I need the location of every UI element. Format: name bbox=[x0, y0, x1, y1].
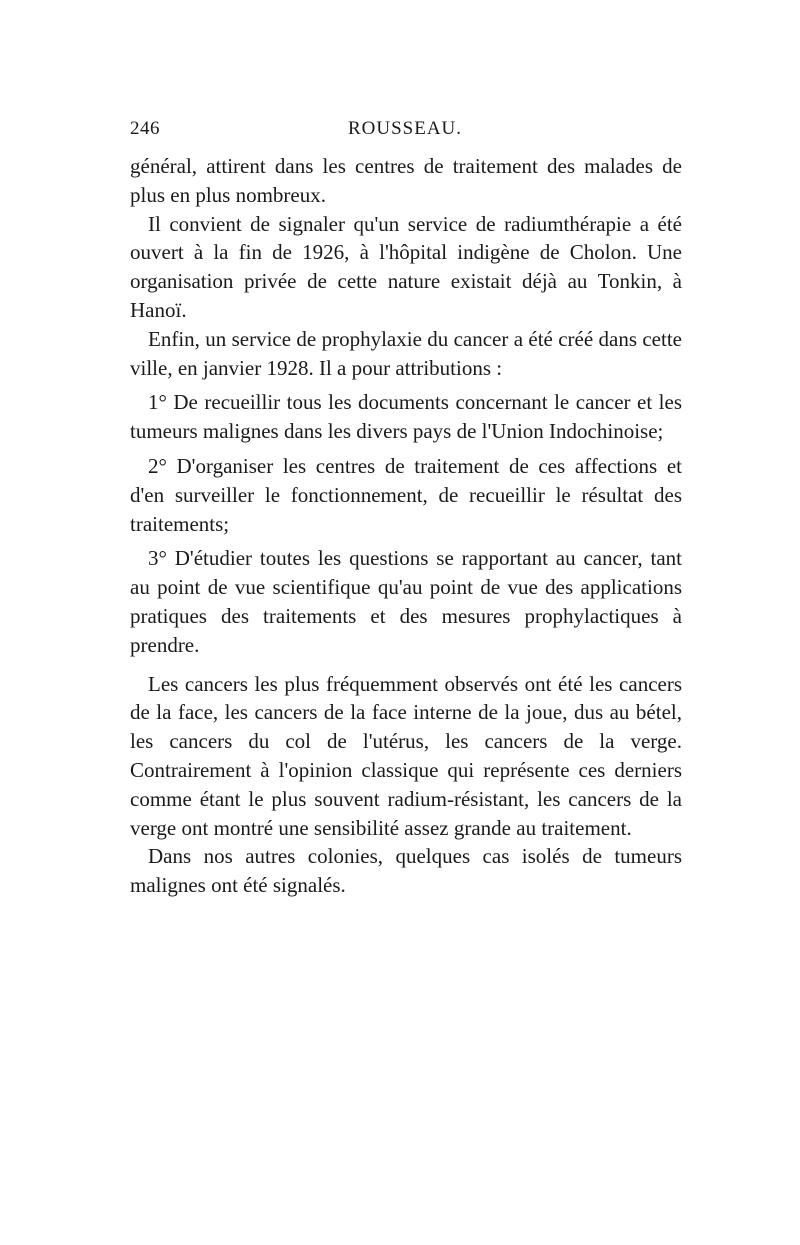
list-item-3: 3° D'étudier toutes les questions se rapportant au cancer, tant au point de vue scientifique qu'au point de vue des applications pratiques des traitements et des mesures prophylactiques à prendre. bbox=[130, 546, 682, 657]
list-item-1: 1° De recueillir tous les documents concernant le cancer et les tumeurs malignes dans les divers pays de l'Union Indochinoise; bbox=[130, 390, 682, 444]
running-title: ROUSSEAU. bbox=[347, 118, 463, 139]
page-number: 246 bbox=[130, 118, 160, 139]
paragraph-prophylaxis-service: Enfin, un service de prophylaxie du cancer a été créé dans cette ville, en janvier 1928. Il a pour attributions : bbox=[130, 326, 682, 380]
paragraph-other-colonies: Dans nos autres colonies, quelques cas isolés de tumeurs malignes ont été signalés. bbox=[130, 844, 682, 898]
paragraph-observed-cancers: Les cancers les plus fréquemment observés ont été les cancers de la face, les cancers de la face interne de la joue, dus au bétel, les cancers du col de l'utérus, les cancers de la verge. Contrairement à l'opinion classique qui représente ces derniers comme étant le plus souvent radium-résistant, les cancers de la verge ont montré une sensibilité assez grande au traitement. bbox=[130, 671, 682, 840]
list-item-2: 2° D'organiser les centres de traitement de ces affections et d'en surveiller le fonctionnement, de recueillir le résultat des traitements; bbox=[130, 453, 682, 536]
paragraph-continuation: général, attirent dans les centres de traitement des malades de plus en plus nombreux. bbox=[130, 154, 682, 207]
body-text bbox=[130, 152, 682, 900]
running-head bbox=[130, 118, 680, 148]
paragraph-radiumtherapy: Il convient de signaler qu'un service de radiumthérapie a été ouvert à la fin de 1926, à l'hôpital indigène de Cholon. Une organisation privée de cette nature existait déjà au Tonkin, à Hanoï. bbox=[130, 211, 682, 322]
